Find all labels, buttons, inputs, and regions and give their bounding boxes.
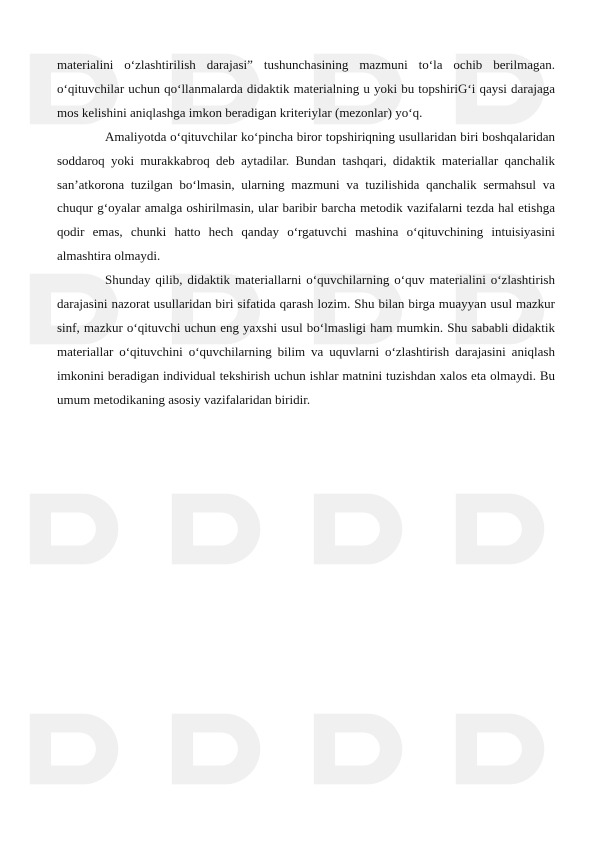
watermark-logo-icon [302,690,420,808]
watermark-logo-icon [444,470,562,588]
paragraph-2: Amaliyotda o‘qituvchilar ko‘pincha biror topshiriqning usullaridan biri boshqalaridan soddaroq yoki murakkabroq deb aytadilar. Bundan tashqari, didaktik materiallar qanchalik san’atkorona tuzilgan bo‘lmasin, ularning mazmuni va tuzilishida qanchalik sermahsul va chuqur g‘oyalar amalga oshirilmasin, ular baribir barcha metodik vazifalarni tezda hal etishga qodir emas, chunki hatto hech qanday o‘rgatuvchi mashina o‘qituvchining intuisiyasini almashtira olmaydi. [57,128,555,264]
watermark-logo-icon [18,470,136,588]
paragraph-1: materialini o‘zlashtirilish darajasi” tushunchasining mazmuni to‘la ochib berilmagan. o‘qituvchilar uchun qo‘llanmalarda didaktik materialning u yoki bu topshiriG‘i qaysi darajaga mos kelishini aniqlashga imkon beradigan kriteriylar (mezonlar) yo‘q. [57,57,555,120]
watermark-logo-icon [160,470,278,588]
watermark-logo-icon [160,690,278,808]
paragraph-3: Shunday qilib, didaktik materiallarni o‘quvchilarning o‘quv materialini o‘zlashtirish darajasini nazorat usullaridan biri sifatida qarash lozim. Shu bilan birga muayyan usul mazkur sinf, mazkur o‘qituvchi uchun eng yaxshi usul bo‘lmasligi ham mumkin. Shu sababli didaktik materiallar o‘qituvchini o‘quvchilarning bilim va uquvlarni o‘zlashtirish darajasini aniqlash imkonini beradigan individual tekshirish uchun ishlar matnini tuzishdan xalos eta olmaydi. Bu umum metodikaning asosiy vazifalaridan biridir. [57,272,555,407]
watermark-logo-icon [444,690,562,808]
watermark-logo-icon [302,470,420,588]
watermark-logo-icon [18,690,136,808]
document-page [57,53,555,412]
